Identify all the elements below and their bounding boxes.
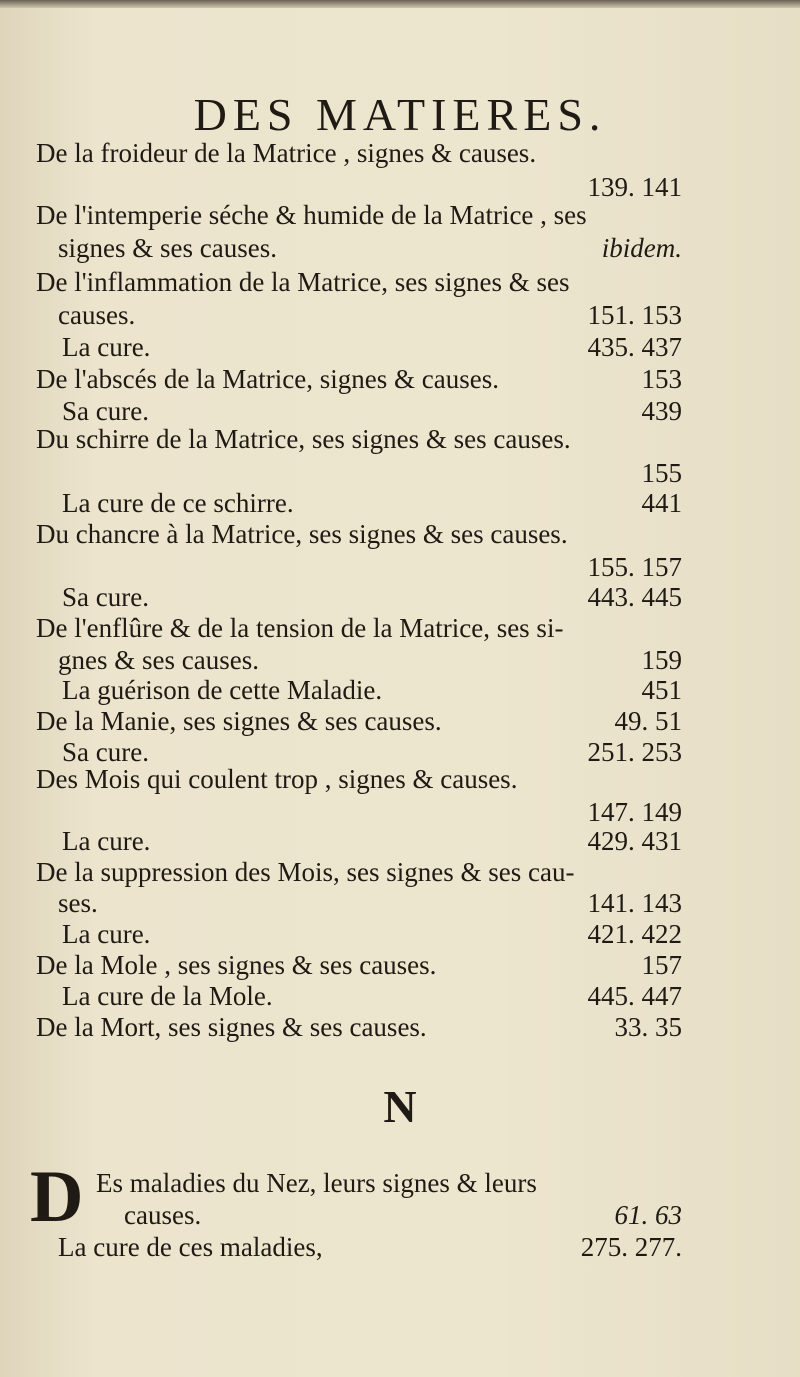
entry-pages: 147. 149	[587, 797, 682, 827]
entry-pages: 157	[641, 950, 682, 980]
entry-pages: 451	[641, 675, 682, 705]
entry-pages: ibidem.	[601, 233, 682, 263]
entry-pages: 435. 437	[587, 332, 682, 362]
entry-pages: 251. 253	[587, 737, 682, 767]
entry-pages: 159	[641, 645, 682, 675]
entry-pages: 49. 51	[614, 706, 682, 736]
index-entry: Des Mois qui coulent trop , signes & causes.	[36, 764, 518, 794]
entry-pages: 443. 445	[587, 582, 682, 612]
index-entry-continued: signes & ses causes.	[58, 233, 277, 263]
index-entry: De l'inflammation de la Matrice, ses signes & ses	[36, 267, 570, 297]
entry-pages: 141. 143	[587, 888, 682, 918]
entry-pages: 155. 157	[587, 552, 682, 582]
index-entry: La cure de ce schirre.	[62, 488, 294, 518]
index-entry: La cure de la Mole.	[62, 981, 273, 1011]
entry-pages: 439	[641, 396, 682, 426]
index-entry: La cure.	[62, 826, 151, 856]
index-entry: De la Manie, ses signes & ses causes.	[36, 706, 442, 736]
entry-pages: 441	[641, 488, 682, 518]
entry-pages: 429. 431	[587, 826, 682, 856]
section-letter: N	[383, 1081, 417, 1132]
drop-cap: D	[30, 1156, 84, 1238]
index-entry: La cure.	[62, 919, 151, 949]
index-entry-continued: ses.	[58, 888, 98, 918]
index-entry: Sa cure.	[62, 582, 149, 612]
entry-pages: 33. 35	[614, 1012, 682, 1042]
index-entry: Es maladies du Nez, leurs signes & leurs	[96, 1168, 537, 1198]
index-entry: Du schirre de la Matrice, ses signes & ses causes.	[36, 424, 571, 454]
index-entry: La cure de ces maladies,	[58, 1232, 323, 1262]
entry-pages: 421. 422	[587, 919, 682, 949]
entry-pages: 61. 63	[614, 1200, 682, 1230]
index-entry: De l'intemperie séche & humide de la Matrice , ses	[36, 200, 587, 230]
index-entry: Sa cure.	[62, 737, 149, 767]
index-entry: La guérison de cette Maladie.	[62, 675, 383, 705]
index-entry: De l'abscés de la Matrice, signes & causes.	[36, 364, 499, 394]
index-entry-continued: causes.	[58, 300, 136, 330]
index-entry: De l'enflûre & de la tension de la Matrice, ses si-	[36, 613, 564, 643]
entry-pages: 445. 447	[587, 981, 682, 1011]
index-entry: Sa cure.	[62, 396, 149, 426]
index-entry-continued: gnes & ses causes.	[58, 645, 259, 675]
entry-pages: 139. 141	[587, 172, 682, 202]
index-entry-continued: causes.	[124, 1200, 202, 1230]
entry-pages: 155	[641, 458, 682, 488]
index-entry: La cure.	[62, 332, 151, 362]
entry-pages: 151. 153	[587, 300, 682, 330]
index-entry: De la Mort, ses signes & ses causes.	[36, 1012, 427, 1042]
index-entry: Du chancre à la Matrice, ses signes & ses causes.	[36, 519, 568, 549]
index-entry: De la suppression des Mois, ses signes & ses cau-	[36, 857, 575, 887]
page-header: DES MATIERES.	[193, 89, 607, 140]
index-entry: De la Mole , ses signes & ses causes.	[36, 950, 437, 980]
entry-pages: 275. 277.	[580, 1232, 682, 1262]
entry-pages: 153	[641, 364, 682, 394]
index-entry: De la froideur de la Matrice , signes & causes.	[36, 138, 537, 168]
